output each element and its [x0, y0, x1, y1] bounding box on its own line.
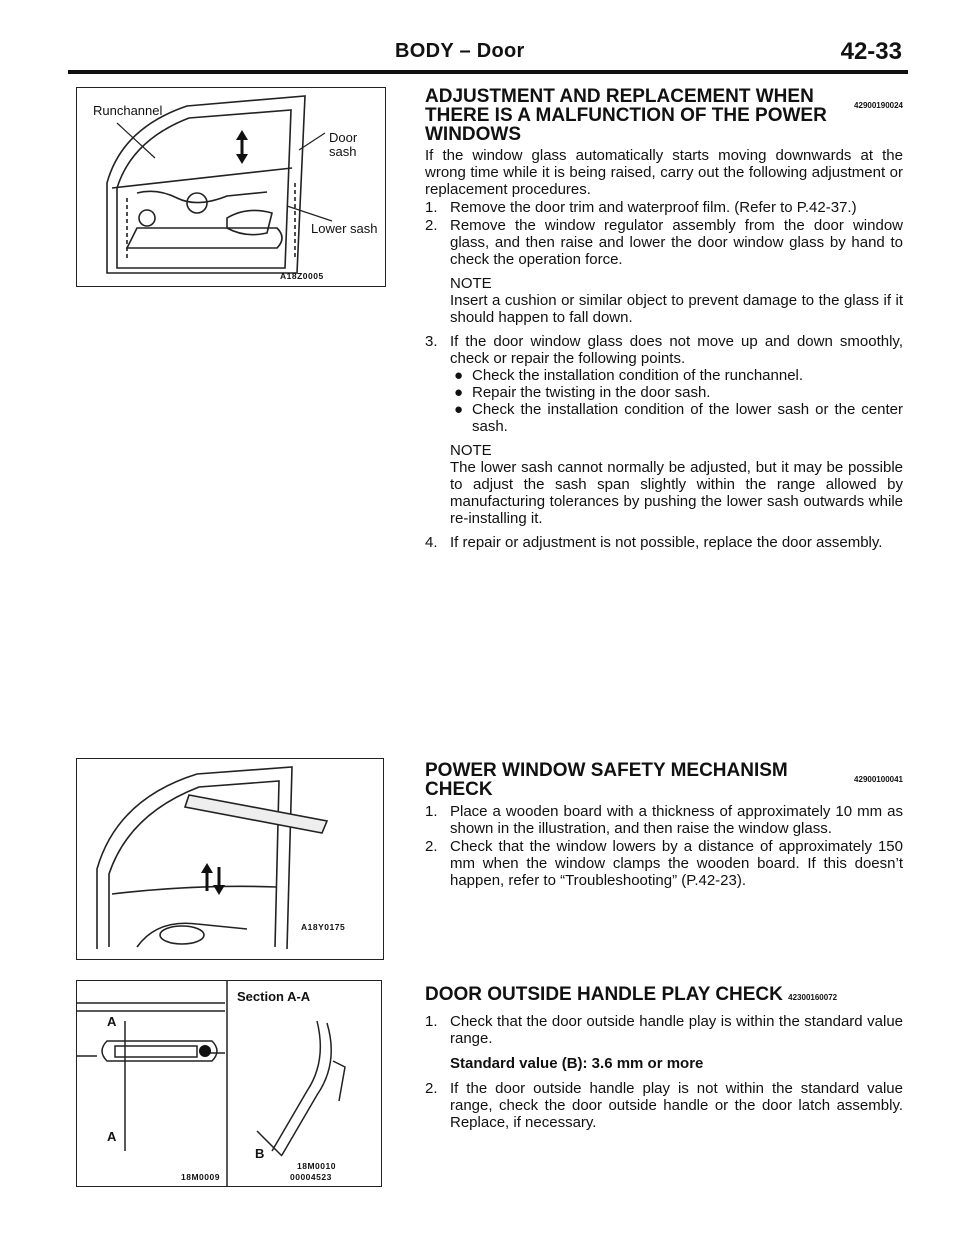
step-number: 1.	[425, 803, 438, 820]
step-number: 3.	[425, 333, 438, 350]
section-title-text: ADJUSTMENT AND REPLACEMENT WHEN THERE IS A MALFUNCTION OF THE POWER WINDOWS	[425, 86, 827, 145]
standard-value-text: Standard value (B): 3.6 mm or more	[450, 1055, 704, 1072]
bullet-item	[450, 367, 903, 384]
label-a-top: A	[107, 1014, 117, 1029]
page-number: 42-33	[840, 38, 902, 65]
step-1	[425, 199, 903, 216]
step-4	[425, 534, 903, 551]
section-outside-handle-check	[425, 985, 903, 1131]
section-code: 42900100041	[854, 775, 903, 784]
section-title-text: DOOR OUTSIDE HANDLE PLAY CHECK	[425, 984, 783, 1005]
section-intro: If the window glass automatically starts moving downwards at the wrong time while it is being raised, carry out the following adjustment or replacement procedures.	[425, 147, 903, 198]
step-number: 1.	[425, 199, 438, 216]
label-runchannel: Runchannel	[93, 103, 163, 118]
standard-value	[425, 1055, 903, 1072]
step-text: If the door window glass does not move up and down smoothly, check or repair the following points.	[450, 333, 903, 367]
bullet-icon: ●	[454, 384, 464, 401]
step-text: Check that the window lowers by a distance of approximately 150 mm when the window clamps the wooden board. If this doesn’t happen, refer to “Troubleshooting” (P.42-23).	[450, 838, 903, 889]
section-title	[425, 985, 903, 1007]
label-a-bottom: A	[107, 1129, 117, 1144]
step-2	[425, 838, 903, 889]
figure-door-sash	[76, 87, 386, 287]
step-3	[425, 333, 903, 367]
figure-outside-handle	[76, 980, 382, 1187]
step-text: Remove the window regulator assembly from the door window glass, and then raise and lower the door window glass by hand to check the operation force.	[450, 217, 903, 268]
label-lower-sash: Lower sash	[311, 221, 378, 236]
outside-handle-illustration	[77, 981, 381, 1186]
header-rule	[68, 70, 908, 74]
note-heading: NOTE	[450, 275, 492, 292]
figure-code: A18Z0005	[280, 271, 324, 281]
step-number: 4.	[425, 534, 438, 551]
bullet-item	[450, 401, 903, 435]
bullet-icon: ●	[454, 401, 464, 418]
note-text: Insert a cushion or similar object to prevent damage to the glass if it should happen to fall down.	[450, 292, 903, 326]
bullet-text: Check the installation condition of the lower sash or the center sash.	[472, 401, 903, 435]
step-2	[425, 217, 903, 268]
section-title	[425, 761, 903, 799]
step-number: 2.	[425, 217, 438, 234]
label-b: B	[255, 1146, 265, 1161]
label-sash: sash	[329, 144, 357, 159]
note-heading: NOTE	[450, 442, 492, 459]
section-safety-mechanism-check	[425, 761, 903, 889]
step-2	[425, 1080, 903, 1131]
step-text: Place a wooden board with a thickness of approximately 10 mm as shown in the illustration, and then raise the window glass.	[450, 803, 903, 837]
section-code: 42900190024	[854, 101, 903, 110]
section-code: 42300160072	[788, 993, 838, 1002]
step-text: If the door outside handle play is not within the standard value range, check the door outside handle or the door latch assembly. Replace, if necessary.	[450, 1080, 903, 1131]
section-title	[425, 87, 903, 144]
bullet-icon: ●	[454, 367, 464, 384]
figure-code: A18Y0175	[301, 922, 346, 932]
figure-safety-board	[76, 758, 384, 960]
step-1	[425, 1013, 903, 1047]
step-text: If repair or adjustment is not possible, replace the door assembly.	[450, 534, 883, 551]
section-power-window-adjustment	[425, 87, 903, 551]
figure-code-left: 18M0009	[181, 1172, 220, 1182]
note-2	[425, 442, 903, 527]
step-text: Remove the door trim and waterproof film. (Refer to P.42-37.)	[450, 199, 857, 216]
step-number: 1.	[425, 1013, 438, 1030]
bullet-text: Check the installation condition of the runchannel.	[472, 367, 804, 384]
step-1	[425, 803, 903, 837]
label-section-aa: Section A-A	[237, 989, 311, 1004]
figure-code-right-1: 18M0010	[297, 1161, 336, 1171]
step-number: 2.	[425, 838, 438, 855]
section-title-text: POWER WINDOW SAFETY MECHANISM CHECK	[425, 760, 788, 800]
note-text: The lower sash cannot normally be adjusted, but it may be possible to adjust the sash span slightly within the range allowed by manufacturing tolerances by pushing the lower sash outwards while re-installing it.	[450, 459, 903, 527]
bullet-item	[450, 384, 903, 401]
figure-code-right-2: 00004523	[290, 1172, 332, 1182]
label-door: Door	[329, 130, 358, 145]
note-1	[425, 275, 903, 326]
page-header-title: BODY – Door	[395, 40, 525, 62]
step-3-bullets	[425, 367, 903, 435]
step-text: Check that the door outside handle play is within the standard value range.	[450, 1013, 903, 1047]
bullet-text: Repair the twisting in the door sash.	[472, 384, 711, 401]
step-number: 2.	[425, 1080, 438, 1097]
